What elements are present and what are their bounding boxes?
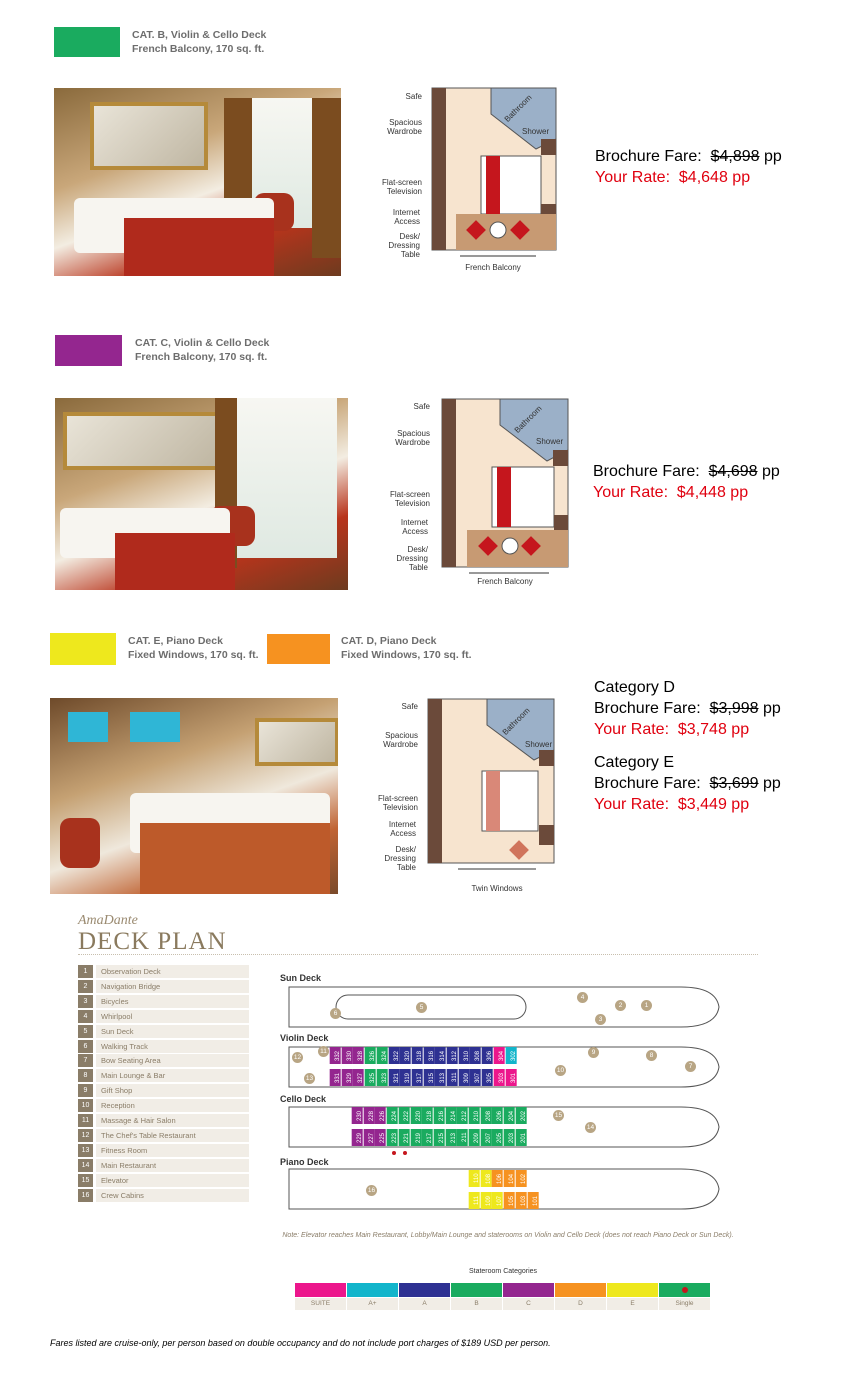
- cabin: 332: [330, 1047, 341, 1064]
- sun-deck-label: Sun Deck: [280, 973, 322, 983]
- cabin: 109: [481, 1192, 492, 1209]
- cabin: 303: [494, 1069, 505, 1086]
- legend-number: 15: [78, 1174, 93, 1187]
- cabin: 205: [492, 1129, 503, 1146]
- legend-label: Fitness Room: [96, 1144, 249, 1157]
- cat-d-label: CAT. D, Piano Deck Fixed Windows, 170 sq. ft.: [341, 635, 472, 661]
- cabin: 227: [364, 1129, 375, 1146]
- legend-number: 4: [78, 1010, 93, 1023]
- single-dot: [682, 1287, 688, 1293]
- cabin: 103: [516, 1192, 527, 1209]
- cat-de-plan-internet: Internet Access: [388, 820, 416, 838]
- stateroom-category-label: SUITE: [295, 1298, 346, 1310]
- cabin: 301: [506, 1069, 517, 1086]
- deck-plan-title: DECK PLAN: [78, 928, 227, 955]
- cat-b-brochure-price: $4,898: [710, 148, 760, 165]
- cabin: 230: [352, 1107, 363, 1124]
- marker-11: 11: [318, 1046, 329, 1057]
- marker-3: 3: [595, 1014, 606, 1025]
- cabin: 323: [377, 1069, 388, 1086]
- marker-16: 16: [367, 1187, 376, 1194]
- stateroom-color-a: [399, 1283, 450, 1297]
- cat-b-plan-balcony: French Balcony: [465, 263, 521, 272]
- stateroom-color-a-: [347, 1283, 398, 1297]
- cabin: 308: [470, 1047, 481, 1064]
- marker-1: 1: [641, 1000, 652, 1011]
- stateroom-category-label: C: [503, 1298, 554, 1310]
- marker-10: 10: [556, 1067, 565, 1074]
- cat-c-rate-price: $4,448 pp: [676, 484, 749, 501]
- legend-item: [78, 1144, 249, 1158]
- cat-c-plan-shower: Shower: [536, 437, 564, 446]
- legend-number: 6: [78, 1040, 93, 1053]
- cat-e-swatch: [50, 633, 116, 665]
- legend-number: 7: [78, 1054, 93, 1067]
- legend-number: 12: [78, 1129, 93, 1142]
- cat-c-plan-tv: Flat-screen Television: [389, 490, 430, 508]
- cabin: 330: [342, 1047, 353, 1064]
- cat-d-swatch: [267, 634, 330, 664]
- stateroom-category-label: A+: [347, 1298, 398, 1310]
- legend-item: [78, 1189, 249, 1203]
- marker-2: 2: [615, 1000, 626, 1011]
- legend-number: 14: [78, 1159, 93, 1172]
- cat-e-brochure-price: $3,699: [709, 775, 759, 792]
- cabin: 110: [469, 1170, 480, 1187]
- cat-b-plan-tv: Flat-screen Television: [381, 178, 422, 196]
- legend-label: Gift Shop: [96, 1084, 249, 1097]
- cello-deck-label: Cello Deck: [280, 1094, 327, 1104]
- cat-c-plan-internet: Internet Access: [400, 518, 428, 536]
- cabin: 331: [330, 1069, 341, 1086]
- cat-c-plan-bathroom: Bathroom: [512, 403, 544, 435]
- cabin: 326: [365, 1047, 376, 1064]
- cabin: 228: [364, 1107, 375, 1124]
- legend-item: [78, 1099, 249, 1113]
- legend-item: [78, 1084, 249, 1098]
- cabin: 221: [399, 1129, 410, 1146]
- cabin: 211: [457, 1129, 468, 1146]
- cat-c-label: CAT. C, Violin & Cello Deck French Balcony, 170 sq. ft.: [135, 337, 270, 363]
- cabin: 208: [481, 1107, 492, 1124]
- cabin: 317: [412, 1069, 423, 1086]
- cabin: 304: [494, 1047, 505, 1064]
- cabin: 318: [412, 1047, 423, 1064]
- cabin: 302: [506, 1047, 517, 1064]
- cabin: 203: [504, 1129, 515, 1146]
- legend-label: Bicycles: [96, 995, 249, 1008]
- legend-label: Crew Cabins: [96, 1189, 249, 1202]
- cat-c-photo: [55, 398, 348, 590]
- cabin: 328: [353, 1047, 364, 1064]
- legend-number: 9: [78, 1084, 93, 1097]
- cat-c-fare: Brochure Fare: $4,698 pp Your Rate: $4,448 pp: [593, 463, 780, 501]
- marker-8: 8: [646, 1050, 657, 1061]
- cat-e-rate-price: $3,449 pp: [677, 796, 750, 813]
- legend-number: 16: [78, 1189, 93, 1202]
- cabin: 212: [457, 1107, 468, 1124]
- cabin: 202: [516, 1107, 527, 1124]
- marker-5: 5: [416, 1002, 427, 1013]
- cabin: 206: [492, 1107, 503, 1124]
- cat-b-plan-wardrobe: Spacious Wardrobe: [387, 118, 422, 136]
- cabin: 306: [482, 1047, 493, 1064]
- elevator-note: Note: Elevator reaches Main Restaurant, Lobby/Main Lounge and staterooms on Violin and Cello Deck (does not reach Piano Deck or Sun Deck).: [282, 1232, 734, 1239]
- marker-13: 13: [305, 1075, 314, 1082]
- cabin: 107: [492, 1192, 503, 1209]
- cat-de-plan-desk: Desk/ Dressing Table: [384, 845, 416, 872]
- cabin: 329: [342, 1069, 353, 1086]
- cat-b-fare: Brochure Fare: $4,898 pp Your Rate: $4,648 pp: [595, 148, 782, 186]
- marker-6: 6: [330, 1008, 341, 1019]
- single-cabin-dot: [403, 1151, 407, 1155]
- cabin: 106: [492, 1170, 503, 1187]
- cabin: 105: [504, 1192, 515, 1209]
- cat-c-plan-balcony: French Balcony: [477, 577, 533, 586]
- cat-de-plan-shower: Shower: [525, 740, 553, 749]
- cat-c-plan-safe: Safe: [413, 402, 430, 411]
- cabin: 201: [516, 1129, 527, 1146]
- cabin: 312: [447, 1047, 458, 1064]
- cat-b-rate-price: $4,648 pp: [678, 169, 751, 186]
- cabin: 216: [434, 1107, 445, 1124]
- cat-b-plan-desk: Desk/ Dressing Table: [388, 232, 420, 259]
- stateroom-category-label: B: [451, 1298, 502, 1310]
- cat-b-photo: [54, 88, 341, 276]
- cabin: 104: [504, 1170, 515, 1187]
- violin-deck-label: Violin Deck: [280, 1033, 329, 1043]
- ship-name: AmaDante: [78, 913, 138, 928]
- legend-item: [78, 1054, 249, 1068]
- cabin: 215: [434, 1129, 445, 1146]
- legend-item: [78, 965, 249, 979]
- cabin: 321: [389, 1069, 400, 1086]
- legend-label: Sun Deck: [96, 1025, 249, 1038]
- cabin: 310: [459, 1047, 470, 1064]
- legend-number: 2: [78, 980, 93, 993]
- cat-b-plan-shower: Shower: [522, 127, 550, 136]
- legend-item: [78, 1129, 249, 1143]
- cat-d-brochure-price: $3,998: [709, 700, 759, 717]
- stateroom-category-label: Single: [659, 1298, 710, 1310]
- single-cabin-dot: [392, 1151, 396, 1155]
- cabin: 111: [469, 1192, 480, 1209]
- cat-de-plan-tv: Flat-screen Television: [377, 794, 418, 812]
- stateroom-title: Stateroom Categories: [468, 1268, 538, 1275]
- stateroom-category-label: D: [555, 1298, 606, 1310]
- cabin: 307: [470, 1069, 481, 1086]
- legend-item: [78, 1025, 249, 1039]
- legend-number: 10: [78, 1099, 93, 1112]
- marker-4: 4: [577, 992, 588, 1003]
- cabin: 325: [365, 1069, 376, 1086]
- legend-number: 5: [78, 1025, 93, 1038]
- legend-item: [78, 1159, 249, 1173]
- cat-c-plan-wardrobe: Spacious Wardrobe: [395, 429, 430, 447]
- legend-label: Elevator: [96, 1174, 249, 1187]
- cabin: 314: [435, 1047, 446, 1064]
- stateroom-color-suite: [295, 1283, 346, 1297]
- cabin: 305: [482, 1069, 493, 1086]
- stateroom-category-label: A: [399, 1298, 450, 1310]
- cat-e-label: CAT. E, Piano Deck Fixed Windows, 170 sq. ft.: [128, 635, 259, 661]
- cabin: 223: [387, 1129, 398, 1146]
- cabin: 209: [469, 1129, 480, 1146]
- cabin: 229: [352, 1129, 363, 1146]
- legend-label: Massage & Hair Salon: [96, 1114, 249, 1127]
- cat-c-brochure-price: $4,698: [708, 463, 758, 480]
- cabin: 101: [528, 1192, 539, 1209]
- legend-number: 3: [78, 995, 93, 1008]
- cat-de-plan-wardrobe: Spacious Wardrobe: [383, 731, 418, 749]
- marker-15: 15: [554, 1112, 563, 1119]
- legend-label: Reception: [96, 1099, 249, 1112]
- legend-label: Main Restaurant: [96, 1159, 249, 1172]
- cabin: 315: [424, 1069, 435, 1086]
- legend-item: [78, 1069, 249, 1083]
- stateroom-color-e: [607, 1283, 658, 1297]
- legend-number: 8: [78, 1069, 93, 1082]
- cat-b-swatch: [54, 27, 120, 57]
- legend-label: Observation Deck: [96, 965, 249, 978]
- cabin: 210: [469, 1107, 480, 1124]
- cabin: 319: [400, 1069, 411, 1086]
- cabin: 213: [446, 1129, 457, 1146]
- stateroom-color-c: [503, 1283, 554, 1297]
- cabin: 214: [446, 1107, 457, 1124]
- cabin: 324: [377, 1047, 388, 1064]
- cat-c-swatch: [55, 335, 122, 366]
- legend-label: Walking Track: [96, 1040, 249, 1053]
- cabin: 327: [353, 1069, 364, 1086]
- cat-b-plan-safe: Safe: [405, 92, 422, 101]
- cabin: 224: [387, 1107, 398, 1124]
- cabin: 313: [435, 1069, 446, 1086]
- cat-d-rate-price: $3,748 pp: [677, 721, 750, 738]
- cabin: 108: [481, 1170, 492, 1187]
- legend-number: 13: [78, 1144, 93, 1157]
- cabin: 311: [447, 1069, 458, 1086]
- legend-label: The Chef's Table Restaurant: [96, 1129, 249, 1142]
- cat-d-fare: Category D Brochure Fare: $3,998 pp Your Rate: $3,748 pp: [594, 679, 781, 738]
- cabin: 222: [399, 1107, 410, 1124]
- cabin: 225: [375, 1129, 386, 1146]
- cabin: 217: [422, 1129, 433, 1146]
- legend-label: Bow Seating Area: [96, 1054, 249, 1067]
- cabin: 322: [389, 1047, 400, 1064]
- legend-label: Main Lounge & Bar: [96, 1069, 249, 1082]
- cat-de-photo: [50, 698, 338, 894]
- cabin: 204: [504, 1107, 515, 1124]
- cat-e-heading: Category E: [594, 754, 675, 771]
- cabin: 207: [481, 1129, 492, 1146]
- legend-item: [78, 995, 249, 1009]
- cat-b-label: CAT. B, Violin & Cello Deck French Balcony, 170 sq. ft.: [132, 29, 267, 55]
- piano-deck-label: Piano Deck: [280, 1157, 329, 1167]
- deck-plan-divider: [78, 954, 758, 955]
- cat-de-plan-twin-windows: Twin Windows: [471, 884, 523, 893]
- marker-9: 9: [588, 1047, 599, 1058]
- cabin: 320: [400, 1047, 411, 1064]
- legend-item: [78, 1174, 249, 1188]
- footnote: Fares listed are cruise-only, per person based on double occupancy and do not include port charges of $189 USD per person.: [50, 1338, 551, 1348]
- marker-14: 14: [586, 1124, 595, 1131]
- legend-number: 1: [78, 965, 93, 978]
- cabin: 316: [424, 1047, 435, 1064]
- cat-b-plan-internet: Internet Access: [392, 208, 420, 226]
- cat-de-plan-safe: Safe: [401, 702, 418, 711]
- cabin: 219: [411, 1129, 422, 1146]
- marker-12: 12: [293, 1054, 302, 1061]
- cat-b-plan-bathroom: Bathroom: [502, 92, 534, 124]
- cabin: 218: [422, 1107, 433, 1124]
- legend-item: [78, 1010, 249, 1024]
- legend-number: 11: [78, 1114, 93, 1127]
- marker-7: 7: [685, 1061, 696, 1072]
- cat-c-plan-desk: Desk/ Dressing Table: [396, 545, 428, 572]
- legend-item: [78, 1040, 249, 1054]
- legend-label: Whirlpool: [96, 1010, 249, 1023]
- stateroom-color-single: [659, 1283, 710, 1297]
- cat-de-plan-bathroom: Bathroom: [500, 705, 532, 737]
- cat-e-fare: Category E Brochure Fare: $3,699 pp Your Rate: $3,449 pp: [594, 754, 781, 813]
- stateroom-color-d: [555, 1283, 606, 1297]
- legend-label: Navigation Bridge: [96, 980, 249, 993]
- legend-item: [78, 980, 249, 994]
- cabin: 226: [375, 1107, 386, 1124]
- cabin: 102: [516, 1170, 527, 1187]
- cat-d-heading: Category D: [594, 679, 675, 696]
- cabin: 220: [411, 1107, 422, 1124]
- cabin: 309: [459, 1069, 470, 1086]
- stateroom-category-label: E: [607, 1298, 658, 1310]
- stateroom-color-b: [451, 1283, 502, 1297]
- legend-item: [78, 1114, 249, 1128]
